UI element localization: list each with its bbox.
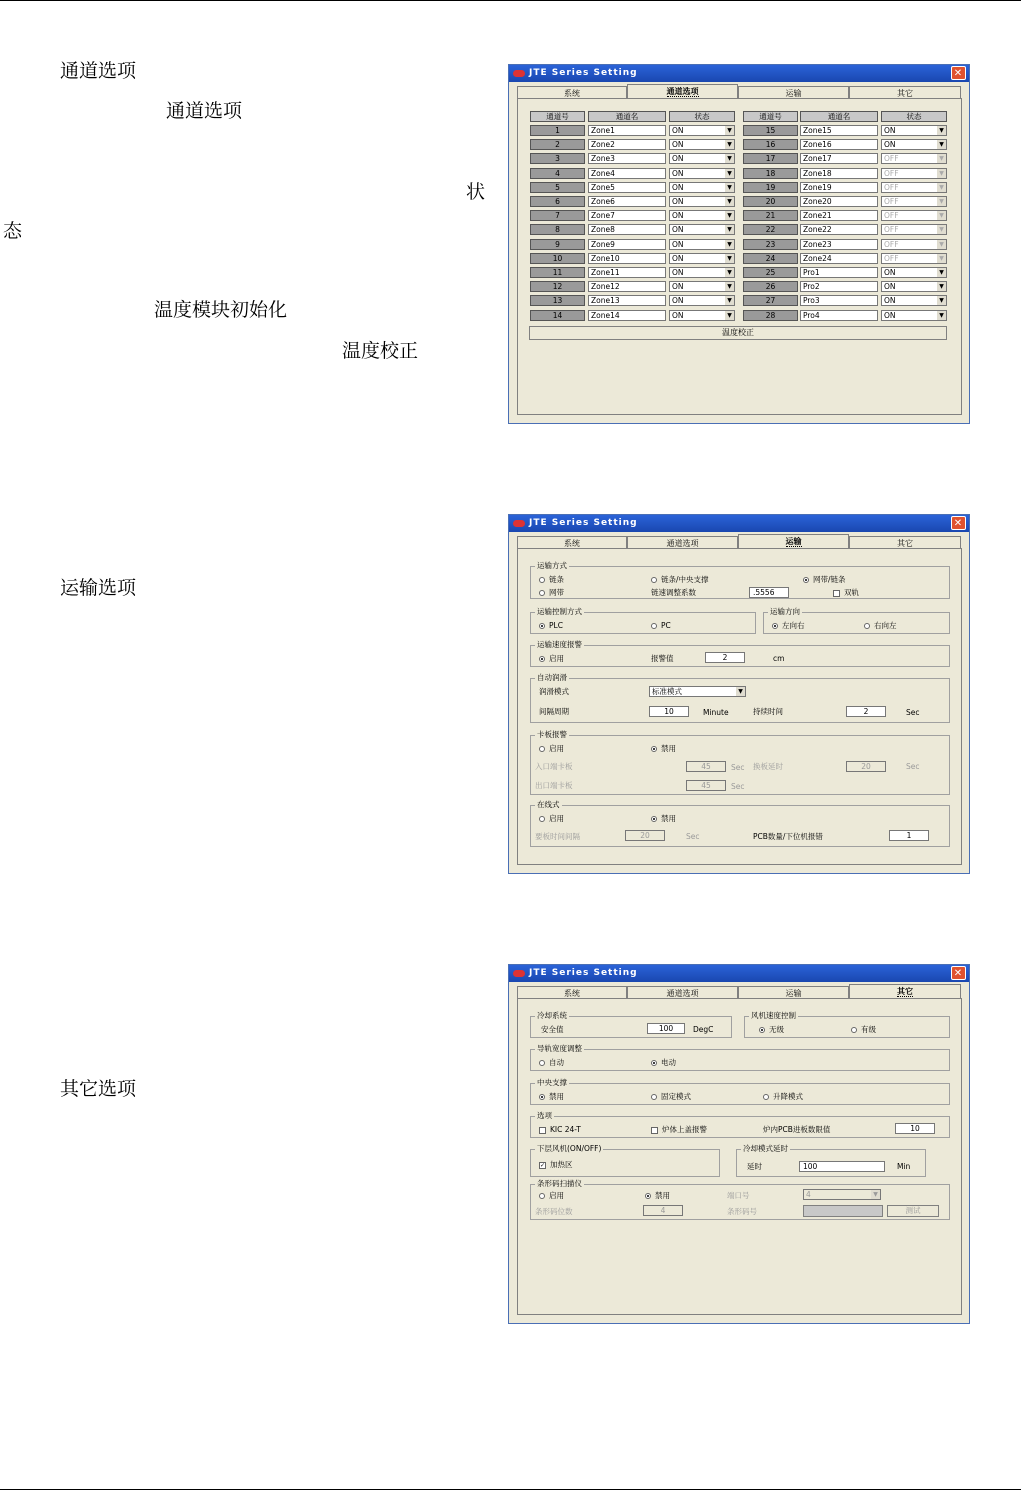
zone-name-input[interactable]: Zone3 — [588, 153, 666, 164]
board-delay-unit: Sec — [906, 762, 920, 771]
zone-number: 15 — [743, 125, 798, 136]
request-interval-unit: Sec — [686, 832, 700, 841]
radio-center-lift[interactable]: 升降模式 — [763, 1092, 803, 1102]
chevron-down-icon: ▼ — [725, 225, 734, 234]
kic-checkbox[interactable]: KIC 24-T — [539, 1125, 581, 1135]
zone-name-input[interactable]: Zone5 — [588, 182, 666, 193]
interval-input[interactable]: 10 — [649, 706, 689, 717]
group-lower-fan — [530, 1144, 720, 1177]
doc-text-temp-init: 温度模块初始化 — [154, 299, 288, 321]
section-heading-other: 其它选项 — [60, 1078, 137, 1100]
alarm-unit: cm — [773, 654, 785, 663]
pcb-count-label: PCB数量/下位机报错 — [753, 832, 823, 841]
jam-in-label: 入口端卡板 — [535, 762, 573, 771]
zone-name-input[interactable]: Zone12 — [588, 281, 666, 292]
zone-state-select[interactable]: ON ▼ — [669, 281, 735, 292]
group-title: 中央支撑 — [537, 1078, 567, 1087]
zone-number: 6 — [530, 196, 585, 207]
chevron-down-icon: ▼ — [725, 183, 734, 192]
zone-number: 5 — [530, 182, 585, 193]
tab-other[interactable]: 其它 — [849, 86, 961, 99]
settings-window-channel — [508, 64, 970, 424]
group-options — [530, 1111, 950, 1138]
zone-number: 20 — [743, 196, 798, 207]
header-channel-num: 通道号 — [530, 111, 585, 122]
zone-state-select[interactable]: ON ▼ — [881, 125, 947, 136]
radio-rail-auto[interactable]: 自动 — [539, 1058, 564, 1068]
zone-state-select[interactable]: ON ▼ — [669, 168, 735, 179]
zone-name-input[interactable]: Zone14 — [588, 310, 666, 321]
request-interval-input[interactable]: 20 — [625, 830, 665, 841]
zone-number: 13 — [530, 295, 585, 306]
group-title: 在线式 — [537, 800, 560, 809]
group-title: 运输方式 — [537, 561, 567, 570]
radio-rail-electric[interactable]: 电动 — [651, 1058, 676, 1068]
pcb-count-input[interactable]: 1 — [889, 830, 929, 841]
zone-number: 8 — [530, 224, 585, 235]
group-speed-alarm — [530, 640, 950, 667]
radio-online-enable[interactable]: 启用 — [539, 814, 564, 824]
zone-number: 27 — [743, 295, 798, 306]
chevron-down-icon: ▼ — [937, 140, 946, 149]
chain-adjust-input[interactable]: .5556 — [749, 587, 789, 598]
other-panel — [517, 998, 962, 1315]
lube-mode-label: 润滑模式 — [539, 687, 569, 696]
test-button[interactable]: 测试 — [887, 1205, 939, 1217]
radio-chain-center[interactable]: 链条/中央支撑 — [651, 575, 709, 585]
zone-number: 21 — [743, 210, 798, 221]
zone-name-input[interactable]: Zone10 — [588, 253, 666, 264]
cool-delay-input[interactable]: 100 — [799, 1161, 885, 1172]
zone-state-select[interactable]: ON ▼ — [669, 182, 735, 193]
chevron-down-icon: ▼ — [937, 211, 946, 220]
zone-name-input[interactable]: Zone16 — [800, 139, 878, 150]
digits-input[interactable]: 4 — [643, 1205, 683, 1216]
zone-name-input[interactable]: Zone1 — [588, 125, 666, 136]
chevron-down-icon: ▼ — [937, 169, 946, 178]
section-heading-channel: 通道选项 — [60, 60, 137, 82]
zone-name-input[interactable]: Zone19 — [800, 182, 878, 193]
zone-name-input[interactable]: Zone2 — [588, 139, 666, 150]
group-title: 风机速度控制 — [751, 1011, 796, 1020]
zone-number: 23 — [743, 239, 798, 250]
group-transport-mode — [530, 561, 950, 599]
zone-state-select[interactable]: ON ▼ — [669, 210, 735, 221]
zone-number: 14 — [530, 310, 585, 321]
group-auto-lube — [530, 673, 950, 723]
group-title: 导轨宽度调整 — [537, 1044, 582, 1053]
close-button[interactable]: ✕ — [951, 516, 966, 530]
close-button[interactable]: ✕ — [951, 66, 966, 80]
zone-name-input[interactable]: Zone24 — [800, 253, 878, 264]
radio-fan-stepped[interactable]: 有级 — [851, 1025, 876, 1035]
radio-center-disable[interactable]: 禁用 — [539, 1092, 564, 1102]
pcb-limit-label: 炉内PCB进板数限值 — [763, 1125, 831, 1134]
zone-name-input[interactable]: Zone7 — [588, 210, 666, 221]
radio-plc[interactable]: PLC — [539, 621, 563, 631]
chevron-down-icon: ▼ — [937, 154, 946, 163]
zone-number: 24 — [743, 253, 798, 264]
group-title: 冷却系统 — [537, 1011, 567, 1020]
zone-name-input[interactable]: Zone15 — [800, 125, 878, 136]
chevron-down-icon: ▼ — [937, 254, 946, 263]
zone-number: 9 — [530, 239, 585, 250]
radio-left-to-right[interactable]: 左向右 — [772, 621, 805, 631]
zone-number: 10 — [530, 253, 585, 264]
chevron-down-icon: ▼ — [871, 1190, 880, 1199]
request-interval-label: 要板时间间隔 — [535, 832, 580, 841]
radio-barcode-disable[interactable]: 禁用 — [645, 1191, 670, 1201]
zone-name-input[interactable]: Zone9 — [588, 239, 666, 250]
zone-state-select[interactable]: ON ▼ — [669, 267, 735, 278]
radio-chain[interactable]: 链条 — [539, 575, 564, 585]
group-title: 运输方向 — [770, 607, 800, 616]
zone-number: 1 — [530, 125, 585, 136]
zone-state-select[interactable]: OFF ▼ — [881, 196, 947, 207]
zone-number: 2 — [530, 139, 585, 150]
zone-number: 7 — [530, 210, 585, 221]
zone-state-select[interactable]: ON ▼ — [669, 139, 735, 150]
alarm-value-input[interactable]: 2 — [705, 652, 745, 663]
tab-system[interactable]: 系统 — [517, 536, 627, 549]
tab-transport[interactable]: 运输 — [738, 86, 849, 99]
window-title: JTE Series Setting — [529, 68, 638, 78]
doc-text-state-b: 态 — [3, 220, 23, 242]
zone-name-input[interactable]: Zone13 — [588, 295, 666, 306]
zone-state-select[interactable]: ON ▼ — [881, 281, 947, 292]
chevron-down-icon: ▼ — [725, 126, 734, 135]
zone-name-input[interactable]: Zone22 — [800, 224, 878, 235]
chevron-down-icon: ▼ — [725, 211, 734, 220]
zone-state-select[interactable]: ON ▼ — [669, 253, 735, 264]
zone-state-select[interactable]: ON ▼ — [669, 310, 735, 321]
zone-number: 16 — [743, 139, 798, 150]
duration-label: 持续时间 — [753, 707, 783, 716]
chevron-down-icon: ▼ — [937, 240, 946, 249]
chevron-down-icon: ▼ — [937, 282, 946, 291]
zone-state-select[interactable]: ON ▼ — [881, 139, 947, 150]
zone-state-select[interactable]: ON ▼ — [881, 295, 947, 306]
port-select[interactable]: 4 ▼ — [803, 1189, 881, 1200]
zone-state-select[interactable]: OFF ▼ — [881, 239, 947, 250]
jam-out-unit: Sec — [731, 782, 745, 791]
tab-other[interactable]: 其它 — [849, 536, 961, 549]
tab-channel[interactable]: 通道选项 — [627, 986, 738, 999]
interval-label: 间隔周期 — [539, 707, 569, 716]
barcode-label: 条形码号 — [727, 1207, 757, 1216]
duration-unit: Sec — [906, 708, 920, 717]
safe-value-label: 安全值 — [541, 1025, 564, 1034]
group-title: 运输控制方式 — [537, 607, 582, 616]
group-cooling-delay — [736, 1144, 926, 1177]
chevron-down-icon: ▼ — [725, 296, 734, 305]
tab-transport[interactable]: 运输 — [738, 986, 849, 999]
header-channel-num-2: 通道号 — [743, 111, 798, 122]
zone-state-select[interactable]: ON ▼ — [669, 224, 735, 235]
zone-state-select[interactable]: ON ▼ — [669, 295, 735, 306]
jam-out-label: 出口端卡板 — [535, 781, 573, 790]
channel-panel — [517, 98, 962, 415]
zone-state-select[interactable]: OFF ▼ — [881, 168, 947, 179]
header-channel-name: 通道名 — [588, 111, 666, 122]
group-title: 运输速度报警 — [537, 640, 582, 649]
tab-system[interactable]: 系统 — [517, 986, 627, 999]
zone-number: 22 — [743, 224, 798, 235]
pcb-limit-input[interactable]: 10 — [895, 1123, 935, 1134]
group-barcode — [530, 1179, 950, 1220]
doc-text-state-a: 状 — [466, 181, 486, 203]
safe-value-input[interactable]: 100 — [647, 1023, 685, 1034]
title-bar — [509, 515, 969, 532]
barcode-display — [803, 1205, 883, 1217]
zone-number: 25 — [743, 267, 798, 278]
zone-number: 17 — [743, 153, 798, 164]
zone-number: 19 — [743, 182, 798, 193]
lube-mode-select[interactable]: 标准模式 ▼ — [649, 686, 746, 697]
chevron-down-icon: ▼ — [725, 311, 734, 320]
alarm-value-label: 报警值 — [651, 654, 674, 663]
zone-state-select[interactable]: ON ▼ — [669, 153, 735, 164]
zone-state-select[interactable]: OFF ▼ — [881, 182, 947, 193]
title-bar — [509, 965, 969, 982]
app-icon — [513, 970, 525, 977]
bottom-rule — [0, 1489, 1021, 1490]
group-title: 自动润滑 — [537, 673, 567, 682]
chevron-down-icon: ▼ — [725, 169, 734, 178]
group-title: 卡板报警 — [537, 730, 567, 739]
duration-input[interactable]: 2 — [846, 706, 886, 717]
title-bar — [509, 65, 969, 82]
radio-pc[interactable]: PC — [651, 621, 671, 631]
zone-name-input[interactable]: Zone4 — [588, 168, 666, 179]
zone-number: 11 — [530, 267, 585, 278]
chevron-down-icon: ▼ — [937, 126, 946, 135]
zone-number: 4 — [530, 168, 585, 179]
safe-value-unit: DegC — [693, 1025, 714, 1034]
cool-delay-unit: Min — [897, 1162, 911, 1171]
group-center-support — [530, 1078, 950, 1105]
zone-name-input[interactable]: Zone6 — [588, 196, 666, 207]
zone-name-input[interactable]: Pro2 — [800, 281, 878, 292]
chevron-down-icon: ▼ — [725, 140, 734, 149]
chevron-down-icon: ▼ — [725, 240, 734, 249]
jam-in-input[interactable]: 45 — [686, 761, 726, 772]
zone-number: 28 — [743, 310, 798, 321]
group-title: 下层风机(ON/OFF) — [537, 1144, 602, 1153]
header-channel-name-2: 通道名 — [800, 111, 878, 122]
radio-jam-enable[interactable]: 启用 — [539, 744, 564, 754]
radio-mesh[interactable]: 网带 — [539, 588, 564, 598]
doc-text-temp-calib: 温度校正 — [342, 340, 419, 362]
group-fan-speed — [744, 1011, 950, 1038]
chevron-down-icon: ▼ — [937, 225, 946, 234]
transport-panel — [517, 548, 962, 865]
board-delay-label: 换板延时 — [753, 762, 783, 771]
zone-state-select[interactable]: OFF ▼ — [881, 253, 947, 264]
radio-jam-disable[interactable]: 禁用 — [651, 744, 676, 754]
radio-right-to-left[interactable]: 右向左 — [864, 621, 897, 631]
chevron-down-icon: ▼ — [725, 282, 734, 291]
zone-name-input[interactable]: Pro4 — [800, 310, 878, 321]
heating-zone-checkbox[interactable]: ✓ 加热区 — [540, 1160, 573, 1169]
zone-name-input[interactable]: Zone18 — [800, 168, 878, 179]
section-heading-transport: 运输选项 — [60, 577, 137, 599]
zone-name-input[interactable]: Zone8 — [588, 224, 666, 235]
radio-speed-alarm-enable[interactable]: 启用 — [539, 654, 564, 664]
zone-state-select[interactable]: OFF ▼ — [881, 153, 947, 164]
header-channel-state: 状态 — [669, 111, 735, 122]
zone-number: 12 — [530, 281, 585, 292]
chevron-down-icon: ▼ — [736, 687, 745, 696]
zone-name-input[interactable]: Zone17 — [800, 153, 878, 164]
zone-number: 3 — [530, 153, 585, 164]
cover-alarm-checkbox[interactable]: 炉体上盖报警 — [651, 1125, 707, 1135]
radio-mesh-chain[interactable]: 网带/链条 — [803, 575, 846, 585]
cool-delay-label: 延时 — [747, 1162, 762, 1171]
jam-out-input[interactable]: 45 — [686, 780, 726, 791]
settings-window-transport — [508, 514, 970, 874]
zone-state-select[interactable]: ON ▼ — [881, 267, 947, 278]
chevron-down-icon: ▼ — [937, 197, 946, 206]
tab-channel[interactable]: 通道选项 — [627, 84, 738, 99]
zone-name-input[interactable]: Pro3 — [800, 295, 878, 306]
jam-in-unit: Sec — [731, 763, 745, 772]
app-icon — [513, 70, 525, 77]
zone-grid — [518, 99, 963, 339]
window-title: JTE Series Setting — [529, 968, 638, 978]
zone-state-select[interactable]: OFF ▼ — [881, 210, 947, 221]
close-button[interactable]: ✕ — [951, 966, 966, 980]
chevron-down-icon: ▼ — [725, 254, 734, 263]
doc-text-channel: 通道选项 — [166, 100, 243, 122]
settings-window-other — [508, 964, 970, 1324]
chevron-down-icon: ▼ — [937, 311, 946, 320]
tab-channel[interactable]: 通道选项 — [627, 536, 738, 549]
group-title: 条形码扫描仪 — [537, 1179, 582, 1188]
interval-unit: Minute — [703, 708, 729, 717]
chevron-down-icon: ▼ — [937, 296, 946, 305]
window-title: JTE Series Setting — [529, 518, 638, 528]
radio-barcode-enable[interactable]: 启用 — [539, 1191, 564, 1201]
zone-name-input[interactable]: Zone11 — [588, 267, 666, 278]
port-label: 端口号 — [727, 1191, 750, 1200]
zone-state-select[interactable]: OFF ▼ — [881, 224, 947, 235]
temp-calibration-button[interactable]: 温度校正 — [529, 326, 947, 340]
zone-state-select[interactable]: ON ▼ — [669, 239, 735, 250]
radio-online-disable[interactable]: 禁用 — [651, 814, 676, 824]
tab-other[interactable]: 其它 — [849, 984, 961, 999]
chevron-down-icon: ▼ — [725, 197, 734, 206]
top-rule — [0, 0, 1021, 1]
zone-name-input[interactable]: Zone20 — [800, 196, 878, 207]
group-transport-direction — [763, 607, 950, 634]
zone-state-select[interactable]: ON ▼ — [669, 125, 735, 136]
app-icon — [513, 520, 525, 527]
zone-state-select[interactable]: ON ▼ — [669, 196, 735, 207]
chevron-down-icon: ▼ — [725, 154, 734, 163]
group-cooling — [530, 1011, 732, 1038]
radio-fan-stepless[interactable]: 无级 — [759, 1025, 784, 1035]
board-delay-input[interactable]: 20 — [846, 761, 886, 772]
tab-system[interactable]: 系统 — [517, 86, 627, 99]
group-online — [530, 800, 950, 847]
group-title: 选项 — [537, 1111, 552, 1120]
header-channel-state-2: 状态 — [881, 111, 947, 122]
chevron-down-icon: ▼ — [725, 268, 734, 277]
chevron-down-icon: ▼ — [937, 183, 946, 192]
zone-number: 26 — [743, 281, 798, 292]
zone-name-input[interactable]: Zone23 — [800, 239, 878, 250]
zone-name-input[interactable]: Pro1 — [800, 267, 878, 278]
digits-label: 条形码位数 — [535, 1207, 573, 1216]
chain-adjust-label: 链速调整系数 — [651, 588, 696, 597]
group-jam-alarm — [530, 730, 950, 795]
group-rail-width — [530, 1044, 950, 1071]
zone-state-select[interactable]: ON ▼ — [881, 310, 947, 321]
group-title: 冷却模式延时 — [743, 1144, 788, 1153]
group-transport-control — [530, 607, 756, 634]
zone-name-input[interactable]: Zone21 — [800, 210, 878, 221]
radio-center-fixed[interactable]: 固定模式 — [651, 1092, 691, 1102]
tab-transport[interactable]: 运输 — [738, 534, 849, 549]
chevron-down-icon: ▼ — [937, 268, 946, 277]
dual-track-checkbox[interactable]: 双轨 — [833, 588, 859, 598]
zone-number: 18 — [743, 168, 798, 179]
